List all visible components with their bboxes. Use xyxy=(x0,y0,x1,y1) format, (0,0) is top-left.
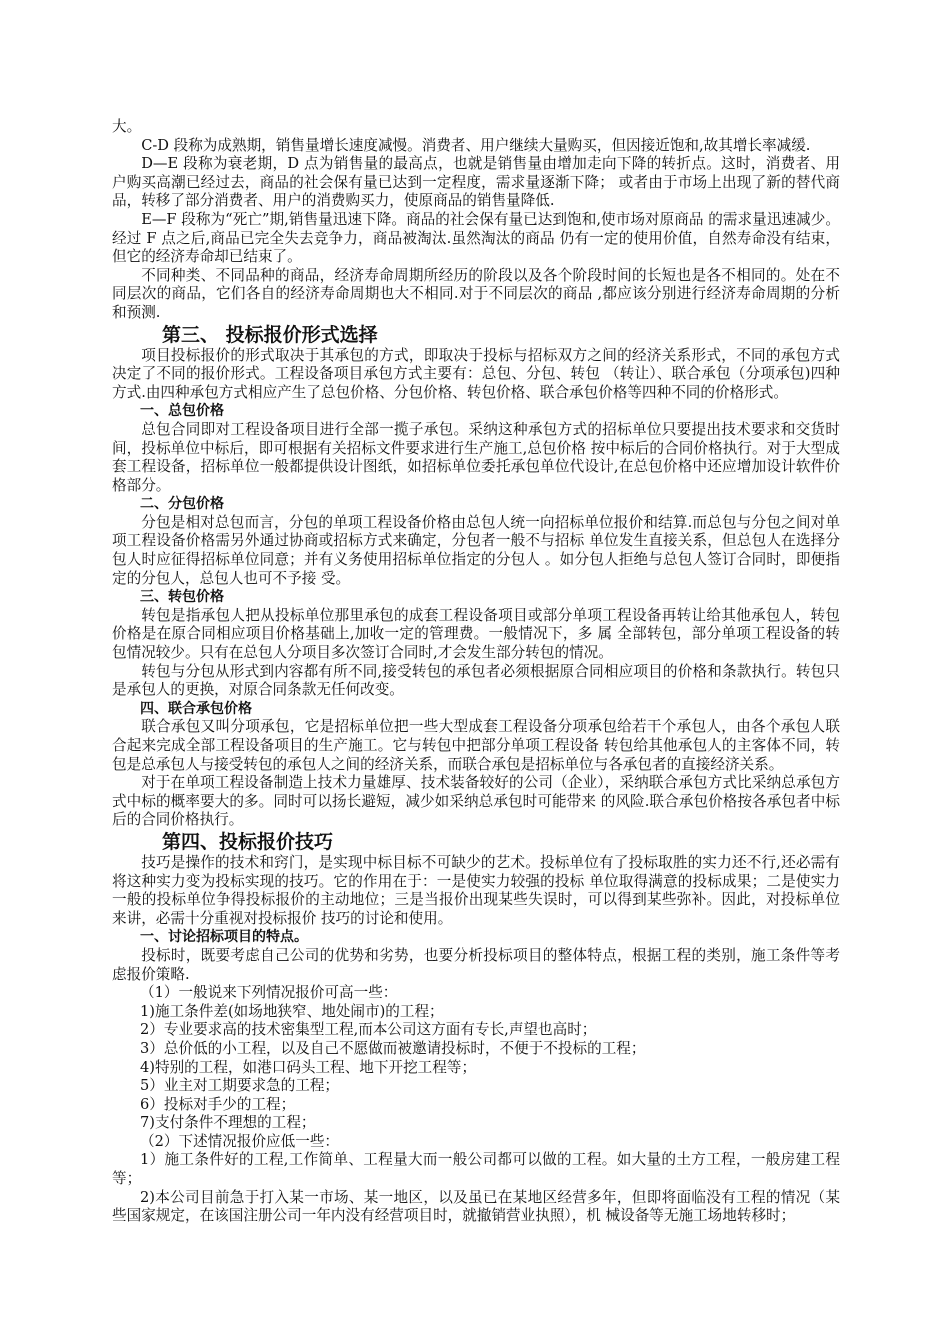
paragraph: 大。 xyxy=(112,118,142,135)
list-item: 1)施工条件差(如场地狭窄、地处闹市)的工程； xyxy=(140,1002,444,1020)
paragraph: 转包是指承包人把从投标单位那里承包的成套工程设备项目或部分单项工程设备再转让给其他承包人，转包价格是在原合同相应项目价格基础上,加收一定的管理费。一般情况下，多 属 全部转包，部分单项工程设备的转包情况较少。只有在总包人分项目多次签订合同时,才会发生部分转包的情况。 xyxy=(112,606,840,662)
list-item: 4)特别的工程，如港口码头工程、地下开挖工程等； xyxy=(140,1058,477,1076)
subsection-heading: 四、联合承包价格 xyxy=(140,700,252,717)
list-item: 3）总价低的小工程，以及自己不愿做而被邀请投标时，不便于不投标的工程； xyxy=(140,1039,646,1057)
paragraph: 项目投标报价的形式取决于其承包的方式，即取决于投标与招标双方之间的经济关系形式，不同的承包方式决定了不同的报价形式。工程设备项目承包方式主要有：总包、分包、转包 （转让）、联合承包（分项承包)四种方式.由四种承包方式相应产生了总包价格、分包价格、转包价格、联合承包价格等四种不同的价格形式。 xyxy=(112,346,840,401)
subsection-heading: 一、讨论招标项目的特点。 xyxy=(140,929,308,946)
subsection-heading: 二、分包价格 xyxy=(140,496,224,513)
subsection-heading: 三、转包价格 xyxy=(140,589,224,606)
paragraph: E—F 段称为“死亡”期,销售量迅速下降。商品的社会保有量已达到饱和,使市场对原商品 的需求量迅速减少。经过 F 点之后,商品已完全失去竞争力，商品被淘汰.虽然淘汰的商品 仍有一定的使用价值，自然寿命没有结束，但它的经济寿命却已结束了。 xyxy=(112,210,840,266)
paragraph: 分包是相对总包而言，分包的单项工程设备价格由总包人统一向招标单位报价和结算.而总包与分包之间对单项工程设备价格需另外通过协商或招标方式来确定，分包者一般不与招标 单位发生直接关系，但总包人在选择分包人时应征得招标单位同意；并有义务使用招标单位指定的分包人 。如分包人拒绝与总包人签订合同时，即便指定的分包人，总包人也可不予接 受。 xyxy=(112,513,840,587)
paragraph: C-D 段称为成熟期，销售量增长速度减慢。消费者、用户继续大量购买，但因接近饱和,故其增长率减缓. xyxy=(141,136,811,154)
subsection-heading: 一、总包价格 xyxy=(140,403,224,420)
list-item: 5）业主对工期要求急的工程； xyxy=(140,1077,340,1095)
section-heading: 第三、 投标报价形式选择 xyxy=(162,323,378,346)
list-item: 2)本公司目前急于打入某一市场、某一地区，以及虽已在某地区经营多年，但即将面临没有工程的情况（某些国家规定，在该国注册公司一年内没有经营项目时，就撤销营业执照），机 械设备等无施工场地转移时； xyxy=(112,1188,840,1225)
paragraph: D—E 段称为衰老期，D 点为销售量的最高点，也就是销售量由增加走向下降的转折点。这时，消费者、用户购买高潮已经过去，商品的社会保有量已达到一定程度，需求量逐渐下降； 或者由于市场上出现了新的替代商品，转移了部分消费者、用户的消费购买力，使原商品的销售量降低. xyxy=(112,155,840,210)
paragraph: 对于在单项工程设备制造上技术力量雄厚、技术装备较好的公司（企业），采纳联合承包方式比采纳总承包方式中标的概率要大的多。同时可以扬长避短，减少如采纳总承包时可能带来 的风险.联合承包价格按各承包者中标后的合同价格执行。 xyxy=(112,774,840,829)
section-heading: 第四、投标报价技巧 xyxy=(162,830,334,853)
paragraph: 转包与分包从形式到内容都有所不同,接受转包的承包者必须根据原合同相应项目的价格和条款执行。转包只是承包人的更换，对原合同条款无任何改变。 xyxy=(112,662,840,699)
paragraph: 投标时，既要考虑自己公司的优势和劣势，也要分析投标项目的整体特点，根据工程的类别，施工条件等考虑报价策略. xyxy=(112,946,840,983)
list-item: 7)支付条件不理想的工程； xyxy=(140,1114,316,1132)
list-item: 1）施工条件好的工程,工作简单、工程量大而一般公司都可以做的工程。如大量的土方工程，一般房建工程等； xyxy=(112,1151,840,1188)
list-item: 6）投标对手少的工程； xyxy=(140,1095,296,1113)
list-item: （1）一般说来下列情况报价可高一些： xyxy=(140,984,398,1002)
document-page xyxy=(112,118,840,1226)
paragraph: 总包合同即对工程设备项目进行全部一揽子承包。采纳这种承包方式的招标单位只要提出技术要求和交货时间，投标单位中标后，即可根据有关招标文件要求进行生产施工,总包价格 按中标后的合同价格执行。对于大型成套工程设备，招标单位一般都提供设计图纸，如招标单位委托承包单位代设计,在总包价格中还应增加设计软件价格部分。 xyxy=(112,420,840,494)
list-item: （2）下述情况报价应低一些： xyxy=(140,1132,340,1150)
paragraph: 联合承包又叫分项承包，它是招标单位把一些大型成套工程设备分项承包给若干个承包人，由各个承包人联合起来完成全部工程设备项目的生产施工。它与转包中把部分单项工程设备 转包给其他承包人的主客体不同，转包是总承包人与接受转包的承包人之间的经济关系，而联合承包是招标单位与各承包者的直接经济关系。 xyxy=(112,718,840,773)
paragraph: 不同种类、不同品种的商品，经济寿命周期所经历的阶段以及各个阶段时间的长短也是各不相同的。处在不同层次的商品，它们各自的经济寿命周期也大不相同.对于不同层次的商品 ,都应该分别进行经济寿命周期的分析和预测. xyxy=(112,266,840,321)
paragraph: 技巧是操作的技术和窍门，是实现中标目标不可缺少的艺术。投标单位有了投标取胜的实力还不行,还必需有将这种实力变为投标实现的技巧。它的作用在于：一是使实力较强的投标 单位取得满意的投标成果；二是使实力一般的投标单位争得投标报价的主动地位；三是当报价出现某些失误时，可以得到某些弥补。因此，对投标单位来讲，必需十分重视对投标报价 技巧的讨论和使用。 xyxy=(112,853,840,927)
list-item: 2）专业要求高的技术密集型工程,而本公司这方面有专长,声望也高时； xyxy=(140,1021,597,1039)
